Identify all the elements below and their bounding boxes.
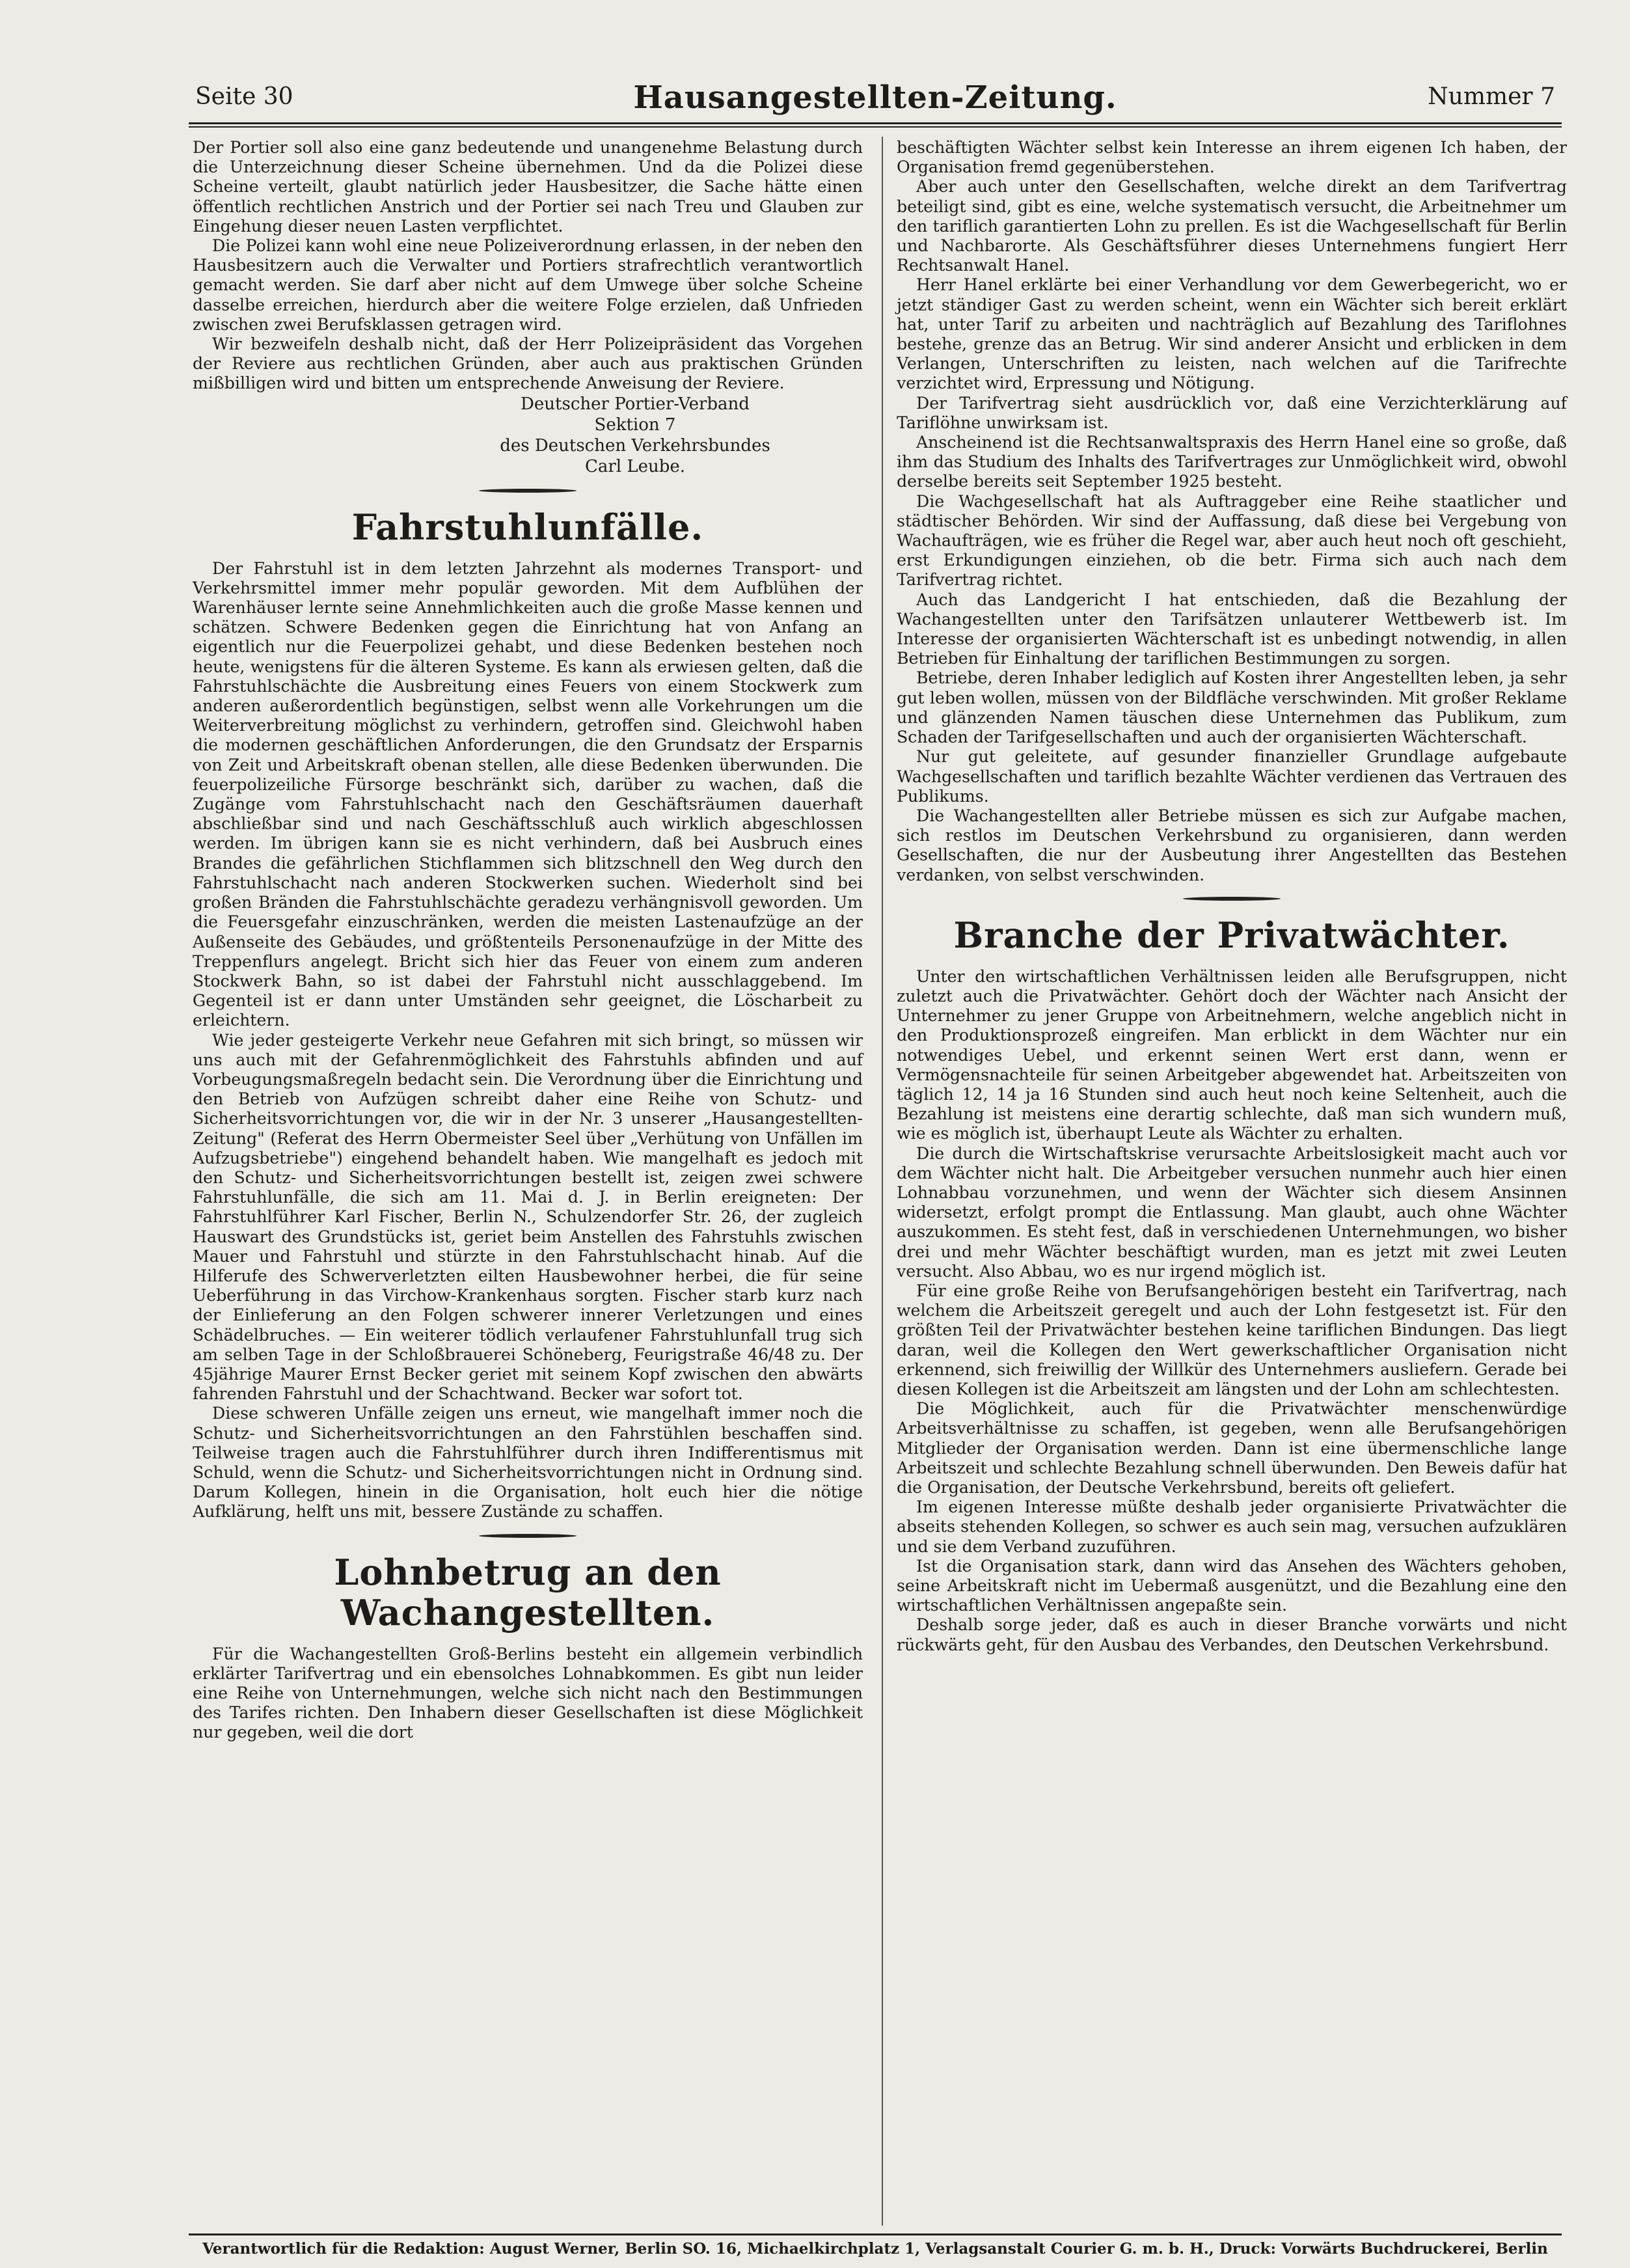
paragraph: Im eigenen Interesse müßte deshalb jeder organisierte Privatwächter die abseits stehenden Kollegen, so schwer es auch sein mag, versuchen aufzuklären und sie dem Verband zuzuführen.: [897, 1497, 1567, 1556]
masthead-title: Hausangestellten-Zeitung.: [633, 79, 1117, 116]
paragraph: Der Portier soll also eine ganz bedeutende und unangenehme Belastung durch die Unterzeichnung dieser Scheine übernehmen. Und da die Polizei diese Scheine verteilt, glaubt natürlich jeder Hausbesitzer, die Sache hätte einen öffentlich rechtlichen Anstrich und der Portier sei nach Treu und Glauben zur Eingehung dieser neuen Lasten verpflichtet.: [193, 138, 863, 236]
paragraph: Die Möglichkeit, auch für die Privatwächter menschenwürdige Arbeitsverhältnisse zu schaffen, ist gegeben, wenn alle Berufsangehörigen Mitglieder der Organisation werden. Dann ist eine übermenschliche lange Arbeitszeit und schlechte Bezahlung schnell überwunden. Den Beweis dafür hat die Organisation, der Deutsche Verkehrsbund, bereits oft geliefert.: [897, 1399, 1567, 1497]
paragraph: Nur gut geleitete, auf gesunder finanzieller Grundlage aufgebaute Wachgesellschaften und tariflich bezahlte Wächter verdienen das Vertrauen des Publikums.: [897, 747, 1567, 806]
article-title: Branche der Privatwächter.: [953, 914, 1510, 956]
paragraph: Die Wachgesellschaft hat als Auftraggeber eine Reihe staatlicher und städtischer Behörden. Wir sind der Auffassung, daß diese bei Vergebung von Wachaufträgen, wie es früher die Regel war, aber auch heut noch oft geschieht, erst Erkundigungen einziehen, ob die betr. Firma sich auch nach dem Tarifvertrag richtet.: [897, 491, 1567, 590]
paragraph: Die Wachangestellten aller Betriebe müssen es sich zur Aufgabe machen, sich restlos im Deutschen Verkehrsbund zu organisieren, dann werden Gesellschaften, die nur der Ausbeutung ihrer Angestellten das Bestehen verdanken, von selbst verschwinden.: [897, 806, 1567, 884]
signature-line: des Deutschen Verkehrsbundes: [500, 435, 770, 456]
page-number: Seite 30: [195, 83, 293, 110]
signature-name: Carl Leube.: [584, 456, 686, 476]
left-column: [193, 138, 863, 1743]
page-header: [195, 79, 1555, 122]
paragraph: Die Polizei kann wohl eine neue Polizeiverordnung erlassen, in der neben den Hausbesitzern auch die Verwalter und Portiers strafrechtlich verantwortlich gemacht werden. Sie darf aber nicht auf dem Umwege über solche Scheine dasselbe erreichen, hierdurch aber die weitere Folge erzielen, daß Unfrieden zwischen zwei Berufsklassen getragen wird.: [193, 236, 863, 334]
paragraph: Für eine große Reihe von Berufsangehörigen besteht ein Tarifvertrag, nach welchem die Arbeitszeit geregelt und auch der Lohn festgesetzt ist. Für den größten Teil der Privatwächter bestehen keine tariflichen Bindungen. Das liegt daran, weil die Kollegen den Wert gewerkschaftlicher Organisation nicht erkennend, sich freiwillig der Willkür des Unternehmers ausliefern. Gerade bei diesen Kollegen ist die Arbeitszeit am längsten und der Lohn am schlechtesten.: [897, 1281, 1567, 1399]
column-divider: [882, 137, 883, 2226]
paragraph: Wie jeder gesteigerte Verkehr neue Gefahren mit sich bringt, so müssen wir uns auch mit der Gefahrenmöglichkeit des Fahrstuhls abfinden und auf Vorbeugungsmaßregeln bedacht sein. Die Verordnung über die Einrichtung und den Betrieb von Aufzügen schreibt daher eine Reihe von Schutz- und Sicherheitsvorrichtungen vor, die wir in der Nr. 3 unserer „Hausangestellten-Zeitung" (Referat des Herrn Obermeister Seel über „Verhütung von Unfällen im Aufzugsbetriebe") eingehend behandelt haben. Wie mangelhaft es jedoch mit den Schutz- und Sicherheitsvorrichtungen bestellt ist, zeigen zwei schwere Fahrstuhlunfälle, die sich am 11. Mai d. J. in Berlin ereigneten: Der Fahrstuhlführer Karl Fischer, Berlin N., Schulzendorfer Str. 26, der zugleich Hauswart des Grundstücks ist, geriet beim Anstellen des Fahrstuhls zwischen Mauer und Fahrstuhl und stürzte in den Fahrstuhlschacht hinab. Auf die Hilferufe des Schwerverletzten eilten Hausbewohner herbei, die für seine Ueberführung in das Virchow-Krankenhaus sorgten. Fischer starb kurz nach der Einlieferung an den Folgen schwerer innerer Verletzungen und eines Schädelbruches. — Ein weiterer tödlich verlaufener Fahrstuhlunfall trug sich am selben Tage in der Schloßbrauerei Schöneberg, Feurigstraße 46/48 zu. Der 45jährige Maurer Ernst Becker geriet mit seinem Kopf zwischen den abwärts fahrenden Fahrstuhl und der Schachtwand. Becker war sofort tot.: [193, 1030, 863, 1404]
article-title: Lohnbetrug an den Wachangestellten.: [334, 1551, 722, 1633]
paragraph: beschäftigten Wächter selbst kein Interesse an ihrem eigenen Ich haben, der Organisation fremd gegenüberstehen.: [897, 138, 1567, 177]
section-ornament: [479, 1534, 577, 1538]
paragraph: Aber auch unter den Gesellschaften, welche direkt an dem Tarifvertrag beteiligt sind, gibt es eine, welche systematisch versucht, die Arbeitnehmer um den tariflich garantierten Lohn zu prellen. Es ist die Wachgesellschaft für Berlin und Nachbarorte. Als Geschäftsführer dieses Unternehmens fungiert Herr Rechtsanwalt Hanel.: [897, 177, 1567, 275]
footer-rule: [189, 2234, 1562, 2235]
signature-line: Sektion 7: [594, 415, 676, 435]
paragraph: Auch das Landgericht I hat entschieden, daß die Bezahlung der Wachangestellten unter den Tarifsätzen unlauterer Wettbewerb ist. Im Interesse der organisierten Wächterschaft ist es unbedingt notwendig, in allen Betrieben für Einhaltung der tariflichen Bestimmungen zu sorgen.: [897, 590, 1567, 668]
signature-block: [193, 394, 863, 477]
issue-number: Nummer 7: [1428, 83, 1555, 110]
section-ornament: [479, 489, 577, 493]
imprint: Verantwortlich für die Redaktion: August Werner, Berlin SO. 16, Michaelkirchplatz 1, Verlagsanstalt Courier G. m. b. H., Druck: Vorwärts Buchdruckerei, Berlin: [202, 2240, 1548, 2258]
paragraph: Diese schweren Unfälle zeigen uns erneut, wie mangelhaft immer noch die Schutz- und Sicherheitsvorrichtungen an den Fahrstühlen beschaffen sind. Teilweise tragen auch die Fahrstuhlführer durch ihren Indifferentismus mit Schuld, wenn die Schutz- und Sicherheitsvorrichtungen nicht in Ordnung sind. Darum Kollegen, hinein in die Organisation, holt euch hier die nötige Aufklärung, helft uns mit, bessere Zustände zu schaffen.: [193, 1404, 863, 1522]
header-rule: [189, 122, 1562, 128]
paragraph: Die durch die Wirtschaftskrise verursachte Arbeitslosigkeit macht auch vor dem Wächter nicht halt. Die Arbeitgeber versuchen nunmehr auch hier einen Lohnabbau vorzunehmen, und wenn der Wächter sich diesem Ansinnen widersetzt, erfolgt prompt die Entlassung. Man glaubt, auch ohne Wächter auszukommen. Es steht fest, daß in verschiedenen Unternehmungen, wo bisher drei und mehr Wächter beschäftigt wurden, man es jetzt mit zwei Leuten versucht. Also Abbau, wo es nur irgend möglich ist.: [897, 1143, 1567, 1281]
paragraph: Der Tarifvertrag sieht ausdrücklich vor, daß eine Verzichterklärung auf Tariflöhne unwirksam ist.: [897, 393, 1567, 432]
paragraph: Unter den wirtschaftlichen Verhältnissen leiden alle Berufsgruppen, nicht zuletzt auch die Privatwächter. Gehört doch der Wächter nach Ansicht der Unternehmer zu jener Gruppe von Arbeitnehmern, welche angeblich nicht in den Produktionsprozeß eingreifen. Man erblickt in dem Wächter nur ein notwendiges Uebel, und erkennt seinen Wert erst dann, wenn er Vermögensnachteile für seinen Arbeitgeber abgewendet hat. Arbeitszeiten von täglich 12, 14 ja 16 Stunden sind auch heut noch keine Seltenheit, auch die Bezahlung ist meistens eine derartig schlechte, daß man sich wundern muß, wie es möglich ist, überhaupt Leute als Wächter zu erhalten.: [897, 966, 1567, 1143]
section-ornament: [1183, 897, 1281, 901]
paragraph: Für die Wachangestellten Groß-Berlins besteht ein allgemein verbindlich erklärter Tarifvertrag und ein ebensolches Lohnabkommen. Es gibt nun leider eine Reihe von Unternehmungen, welche sich nicht nach den Bestimmungen des Tarifes richten. Den Inhabern dieser Gesellschaften ist diese Möglichkeit nur gegeben, weil die dort: [193, 1644, 863, 1742]
paragraph: Herr Hanel erklärte bei einer Verhandlung vor dem Gewerbegericht, wo er jetzt ständiger Gast zu werden scheint, wenn ein Wächter sich bereit erklärt hat, unter Tarif zu arbeiten und nachträglich auf Bezahlung des Tariflohnes bestehe, grenze das an Betrug. Wir sind anderer Ansicht und erblicken in dem Verlangen, Unterschriften zu leisten, nach welchen auf die Tarifrechte verzichtet wird, Erpressung und Nötigung.: [897, 275, 1567, 393]
paragraph: Ist die Organisation stark, dann wird das Ansehen des Wächters gehoben, seine Arbeitskraft nicht im Uebermaß ausgenützt, und die Bezahlung eine den wirtschaftlichen Verhältnissen angepaßte sein.: [897, 1556, 1567, 1615]
right-column: [897, 138, 1567, 1655]
paragraph: Betriebe, deren Inhaber lediglich auf Kosten ihrer Angestellten leben, ja sehr gut leben wollen, müssen von der Bildfläche verschwinden. Mit großer Reklame und glänzenden Namen täuschen diese Unternehmen das Publikum, zum Schaden der Tarifgesellschaften und auch der organisierten Wächterschaft.: [897, 668, 1567, 747]
article-title: Fahrstuhlunfälle.: [351, 506, 704, 548]
paragraph: Anscheinend ist die Rechtsanwaltspraxis des Herrn Hanel eine so große, daß ihm das Studium des Inhalts des Tarifvertrages zur Unmöglichkeit wird, obwohl derselbe bereits seit September 1925 besteht.: [897, 433, 1567, 491]
paragraph: Der Fahrstuhl ist in dem letzten Jahrzehnt als modernes Transport- und Verkehrsmittel immer mehr populär geworden. Mit dem Aufblühen der Warenhäuser lernte seine Annehmlichkeiten auch die große Masse kennen und schätzen. Schwere Bedenken gegen die Einrichtung hat von Anfang an eigentlich nur die Feuerpolizei gehabt, und diese Bedenken bestehen noch heute, wenigstens für die älteren Systeme. Es kann als erwiesen gelten, daß die Fahrstuhlschächte die Ausbreitung eines Feuers von einem Stockwerk zum anderen außerordentlich begünstigen, selbst wenn alle Vorkehrungen um die Weiterverbreitung möglichst zu verhindern, getroffen sind. Gleichwohl haben die modernen geschäftlichen Anforderungen, die den Grundsatz der Ersparnis von Zeit und Arbeitskraft obenan stellen, alle diese Bedenken überwunden. Die feuerpolizeiliche Fürsorge beschränkt sich, darüber zu wachen, daß die Zugänge vom Fahrstuhlschacht nach den Geschäftsräumen dauerhaft abschließbar sind und nach Geschäftsschluß auch wirklich abgeschlossen werden. Im übrigen kann sie es nicht verhindern, daß bei Ausbruch eines Brandes die gefährlichen Stichflammen sich blitzschnell den Weg durch den Fahrstuhlschacht nach anderen Stockwerken suchen. Wiederholt sind bei großen Bränden die Fahrstuhlschächte geradezu verhängnisvoll geworden. Um die Feuersgefahr einzuschränken, werden die meisten Lastenaufzüge an der Außenseite des Gebäudes, und größtenteils Personenaufzüge in der Mitte des Treppenflurs angelegt. Bricht sich hier das Feuer von einem zum anderen Stockwerk Bahn, so ist dabei der Fahrstuhl nicht ausschlaggebend. Im Gegenteil ist er dann unter Umständen sehr geeignet, die Löscharbeit zu erleichtern.: [193, 558, 863, 1030]
paragraph: Deshalb sorge jeder, daß es auch in dieser Branche vorwärts und nicht rückwärts geht, für den Ausbau des Verbandes, den Deutschen Verkehrsbund.: [897, 1615, 1567, 1654]
signature-org: Deutscher Portier-Verband: [521, 394, 750, 414]
paragraph: Wir bezweifeln deshalb nicht, daß der Herr Polizeipräsident das Vorgehen der Reviere aus rechtlichen Gründen, aber auch aus praktischen Gründen mißbilligen wird und bitten um entsprechende Anweisung der Reviere.: [193, 335, 863, 393]
